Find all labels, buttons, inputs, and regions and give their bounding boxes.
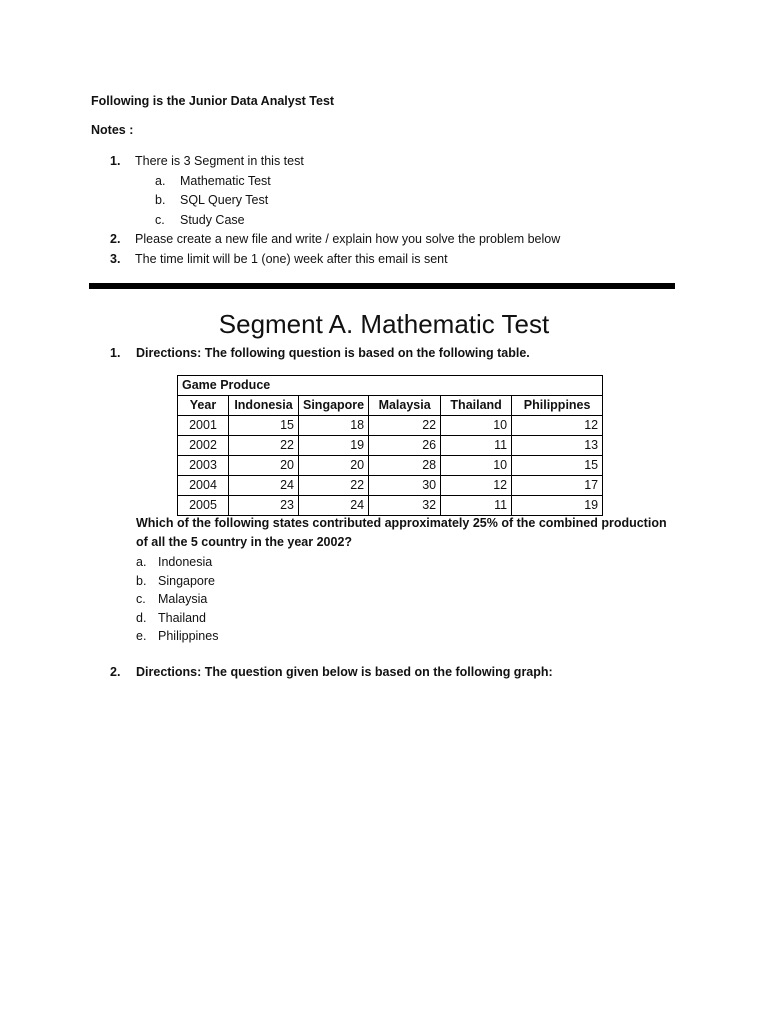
column-header: Philippines: [512, 396, 603, 416]
value-cell: 26: [369, 436, 441, 456]
option-text: Malaysia: [158, 592, 208, 607]
year-cell: 2001: [178, 416, 229, 436]
segments-list: [110, 172, 560, 231]
notes-list: [110, 152, 560, 269]
value-cell: 22: [299, 476, 369, 496]
question-number: 2.: [110, 665, 121, 679]
segment-item: [155, 211, 560, 231]
answer-options: [136, 553, 218, 646]
answer-option: [136, 572, 218, 591]
option-letter: a.: [136, 555, 147, 569]
value-cell: 18: [299, 416, 369, 436]
value-cell: 10: [441, 456, 512, 476]
note-text: There is 3 Segment in this test: [135, 154, 304, 168]
value-cell: 23: [229, 496, 299, 516]
answer-option: [136, 590, 218, 609]
value-cell: 20: [299, 456, 369, 476]
question-1-text: Which of the following states contributed approximately 25% of the combined production of all the 5 country in the year 2002?: [136, 516, 667, 549]
value-cell: 11: [441, 496, 512, 516]
value-cell: 12: [441, 476, 512, 496]
table-row: [178, 416, 603, 436]
year-cell: 2005: [178, 496, 229, 516]
value-cell: 19: [512, 496, 603, 516]
notes-label: Notes :: [91, 123, 134, 137]
note-number: 2.: [110, 232, 121, 246]
column-header: Indonesia: [229, 396, 299, 416]
question-1-directions: [110, 346, 530, 360]
value-cell: 30: [369, 476, 441, 496]
segment-title: Segment A. Mathematic Test: [218, 309, 550, 339]
option-letter: b.: [136, 573, 147, 588]
note-text: Please create a new file and write / explain how you solve the problem below: [135, 232, 561, 246]
note-item: [110, 230, 560, 250]
value-cell: 24: [229, 476, 299, 496]
year-cell: 2003: [178, 456, 229, 476]
option-text: Philippines: [158, 629, 219, 644]
column-header: Thailand: [441, 396, 512, 416]
segment-letter: a.: [155, 173, 166, 188]
note-number: 3.: [110, 251, 121, 266]
segment-text: Study Case: [180, 212, 245, 227]
value-cell: 17: [512, 476, 603, 496]
directions-text: Directions: The question given below is based on the following graph:: [136, 665, 553, 679]
value-cell: 15: [512, 456, 603, 476]
directions-text: Directions: The following question is based on the following table.: [136, 346, 530, 360]
segment-text: SQL Query Test: [180, 193, 269, 207]
answer-option: [136, 627, 218, 646]
value-cell: 22: [229, 436, 299, 456]
option-letter: d.: [136, 610, 147, 625]
answer-option: [136, 609, 218, 628]
value-cell: 24: [299, 496, 369, 516]
segment-letter: b.: [155, 193, 166, 207]
segment-letter: c.: [155, 212, 165, 227]
table-header-row: [178, 396, 603, 416]
table-row: [178, 476, 603, 496]
option-text: Singapore: [158, 573, 215, 588]
option-letter: c.: [136, 592, 146, 607]
value-cell: 12: [512, 416, 603, 436]
table-row: [178, 496, 603, 516]
value-cell: 22: [369, 416, 441, 436]
column-header: Singapore: [299, 396, 369, 416]
column-header: Year: [178, 396, 229, 416]
column-header: Malaysia: [369, 396, 441, 416]
note-text: The time limit will be 1 (one) week after this email is sent: [135, 251, 448, 266]
value-cell: 10: [441, 416, 512, 436]
segment-item: [155, 191, 560, 211]
question-2-directions: [110, 665, 553, 679]
option-text: Thailand: [158, 610, 206, 625]
value-cell: 20: [229, 456, 299, 476]
table-caption: Game Produce: [178, 376, 603, 396]
segment-item: [155, 172, 560, 192]
year-cell: 2004: [178, 476, 229, 496]
value-cell: 13: [512, 436, 603, 456]
value-cell: 32: [369, 496, 441, 516]
option-letter: e.: [136, 629, 147, 644]
value-cell: 28: [369, 456, 441, 476]
value-cell: 11: [441, 436, 512, 456]
year-cell: 2002: [178, 436, 229, 456]
note-number: 1.: [110, 154, 121, 168]
option-text: Indonesia: [158, 555, 213, 569]
table-caption-row: [178, 376, 603, 396]
value-cell: 19: [299, 436, 369, 456]
answer-option: [136, 553, 218, 572]
note-item: [110, 152, 560, 230]
game-produce-table: [177, 375, 603, 516]
value-cell: 15: [229, 416, 299, 436]
question-number: 1.: [110, 346, 121, 360]
segment-text: Mathematic Test: [180, 173, 271, 188]
note-item: [110, 250, 560, 270]
section-divider: [89, 283, 675, 289]
table-row: [178, 456, 603, 476]
table-row: [178, 436, 603, 456]
intro-text: Following is the Junior Data Analyst Test: [91, 94, 335, 108]
